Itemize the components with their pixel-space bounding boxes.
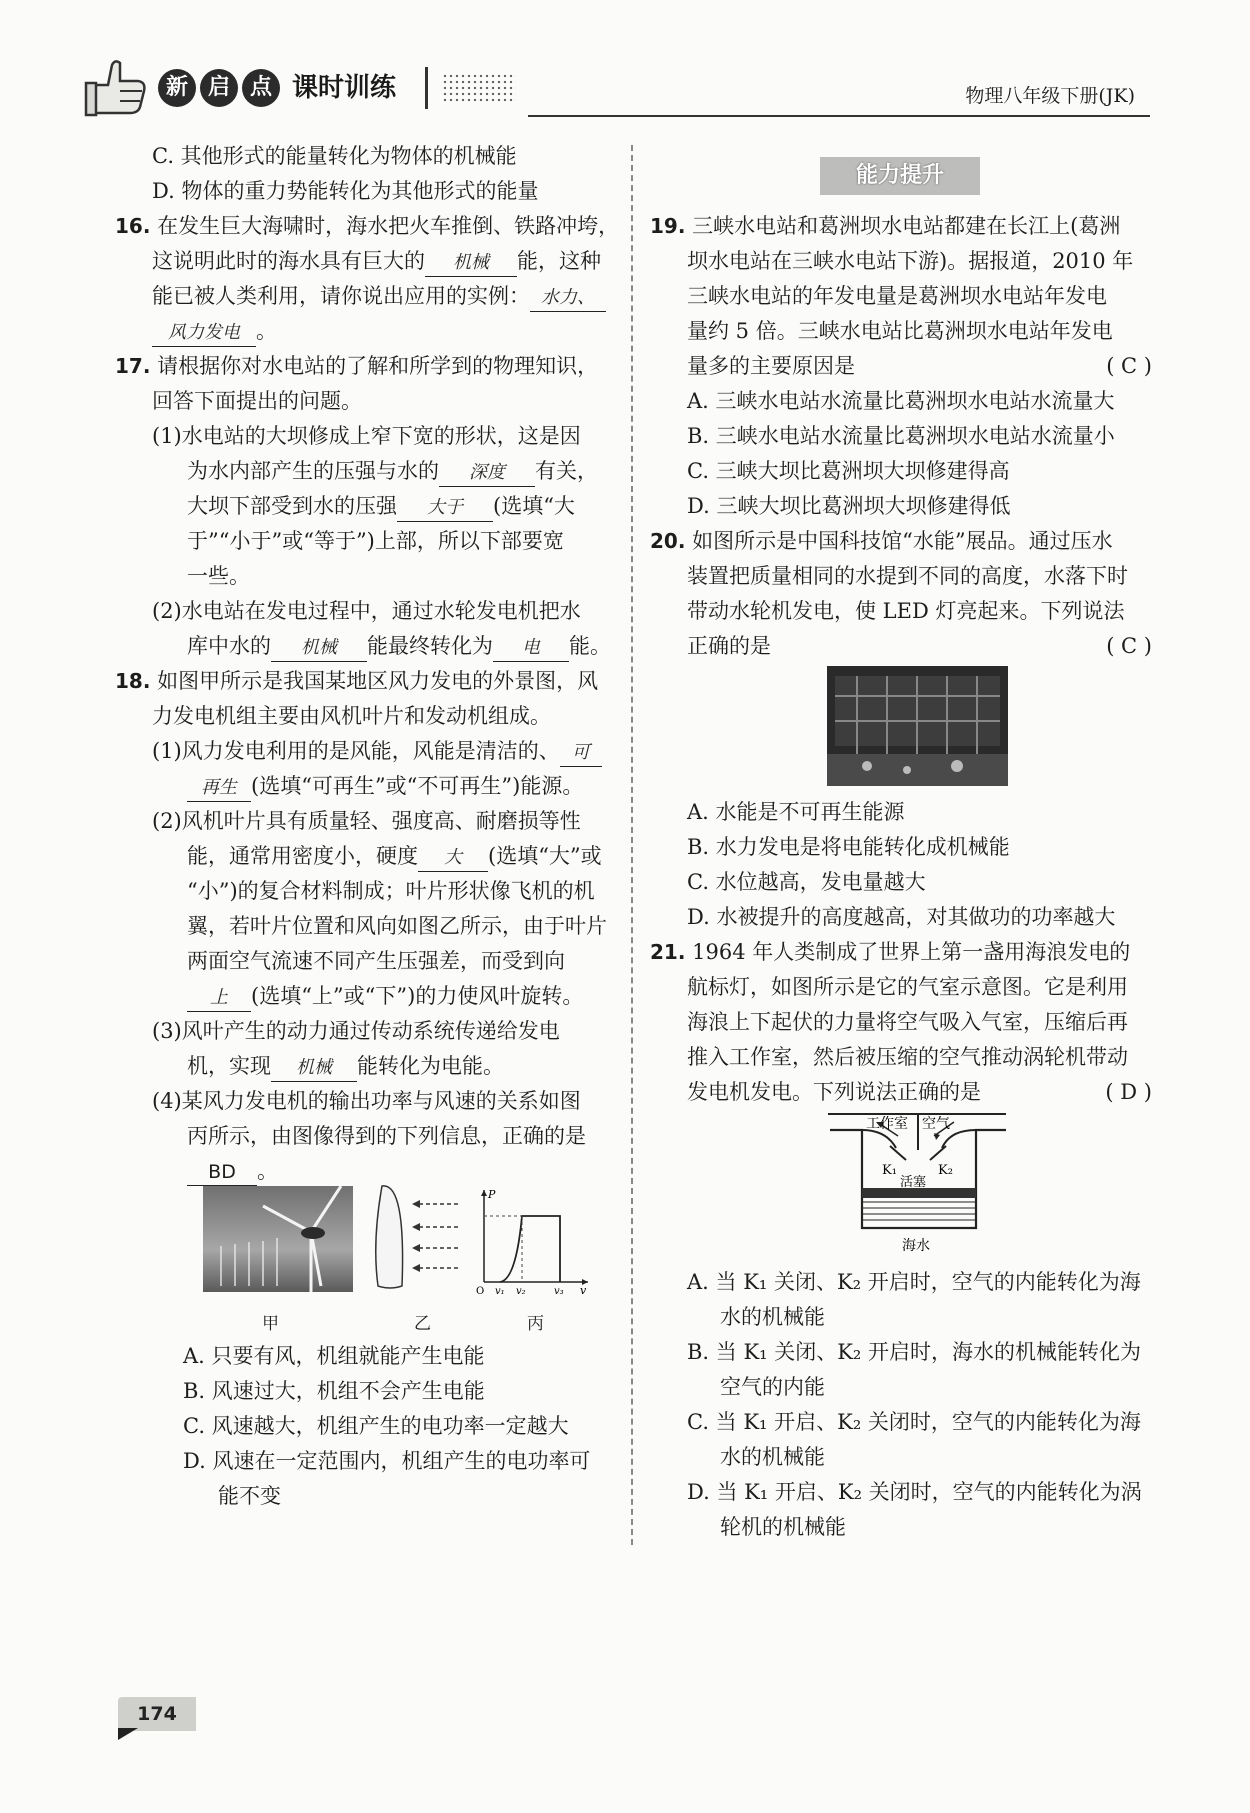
q18-answer-1a: 可 <box>560 740 602 767</box>
q19-option-d: D. 三峡大坝比葛洲坝大坝修建得低 <box>687 494 1011 518</box>
q21-option-b-cont: 空气的内能 <box>720 1375 825 1399</box>
q19-option-b: B. 三峡水电站水流量比葛洲坝水电站水流量小 <box>687 424 1115 448</box>
thumbs-up-icon <box>80 55 150 121</box>
header-dots <box>442 73 516 103</box>
q15-option-c: C. 其他形式的能量转化为物体的机械能 <box>152 144 517 168</box>
q16-answer-1: 机械 <box>425 250 517 277</box>
q21-option-c: C. 当 K₁ 开启、K₂ 关闭时，空气的内能转化为海 <box>687 1410 1141 1434</box>
air-label: 空气 <box>922 1116 950 1132</box>
q17-text-p2-2b: 能最终转化为 <box>367 634 493 658</box>
q16-number: 16. <box>115 214 151 238</box>
q21-line5: 发电机发电。下列说法正确的是 <box>687 1080 981 1104</box>
k2-label: K₂ <box>938 1163 953 1178</box>
q18-text-p3-2a: 机，实现 <box>187 1054 271 1078</box>
q19-line2: 坝水电站在三峡水电站下游)。据报道，2010 年 <box>687 249 1134 273</box>
q21-option-b: B. 当 K₁ 关闭、K₂ 开启时，海水的机械能转化为 <box>687 1340 1142 1364</box>
q19-line3: 三峡水电站的年发电量是葛洲坝水电站年发电 <box>687 284 1107 308</box>
q18-text-p2-6b: (选填“上”或“下”)的力使风叶旋转。 <box>251 984 584 1008</box>
q19-line1 <box>650 209 1120 243</box>
q17-p1-l2 <box>187 454 598 488</box>
q19-number: 19. <box>650 214 686 238</box>
q16-line1 <box>115 209 619 243</box>
page-number-tab <box>118 1697 196 1731</box>
q17-text-p1-2a: 为水内部产生的压强与水的 <box>187 459 439 483</box>
q21-line4: 推入工作室，然后被压缩的空气推动涡轮机带动 <box>687 1045 1128 1069</box>
q18-option-b: B. 风速过大，机组不会产生电能 <box>183 1379 485 1403</box>
q20-answer: ( C ) <box>1106 634 1152 658</box>
q17-text-p1-2b: 有关， <box>535 459 598 483</box>
q16-text: 在发生巨大海啸时，海水把火车推倒、铁路冲垮， <box>157 214 620 238</box>
q18-p2-l3: “小”)的复合材料制成；叶片形状像飞机的机 <box>187 879 595 903</box>
q18-p4-l3 <box>187 1154 278 1188</box>
page-number: 174 <box>137 1703 177 1725</box>
q19-text-1: 三峡水电站和葛洲坝水电站都建在长江上(葛洲 <box>692 214 1121 238</box>
q17-answer-4: 电 <box>493 635 569 662</box>
work-chamber-label: 工作室 <box>866 1116 908 1132</box>
q18-p3-l2 <box>187 1049 504 1083</box>
q18-answer-1b: 再生 <box>187 775 251 802</box>
q20-line4: 正确的是 <box>687 634 771 658</box>
q21-number: 21. <box>650 940 686 964</box>
q17-line2: 回答下面提出的问题。 <box>152 389 362 413</box>
k1-label: K₁ <box>882 1163 897 1178</box>
q17-p1-l5: 一些。 <box>187 564 250 588</box>
q17-p1-l4: 于”“小于”或“等于”)上部，所以下部要宽 <box>187 529 564 553</box>
q17-text-p1-3b: (选填“大 <box>493 494 575 518</box>
q18-answer-4: 机械 <box>271 1055 357 1082</box>
fig-label-jia: 甲 <box>262 1314 279 1334</box>
subject-label: 物理八年级下册(JK) <box>965 85 1135 107</box>
page-corner-mark <box>118 1728 138 1740</box>
q18-option-d: D. 风速在一定范围内，机组产生的电功率可 <box>183 1449 591 1473</box>
q17-p1-l3 <box>187 489 575 523</box>
header-separator <box>425 67 428 109</box>
q16-line2 <box>152 244 601 278</box>
q18-option-c: C. 风速越大，机组产生的电功率一定越大 <box>183 1414 569 1438</box>
header-rule <box>528 115 1150 117</box>
q20-option-c: C. 水位越高，发电量越大 <box>687 870 926 894</box>
q18-answer-3: 上 <box>187 985 251 1012</box>
q18-p2-l6 <box>187 979 583 1013</box>
q18-text-p3-2b: 能转化为电能。 <box>357 1054 504 1078</box>
q18-text-p1-1a: (1)风力发电利用的是风能，风能是清洁的、 <box>152 739 560 763</box>
brand-badge-2: 启 <box>200 69 238 107</box>
q19-answer: ( C ) <box>1106 354 1152 378</box>
air-chamber-diagram <box>826 1110 1011 1260</box>
q18-line1 <box>115 664 598 698</box>
q16-text-4b: 。 <box>256 319 277 343</box>
q19-option-a: A. 三峡水电站水流量比葛洲坝水电站水流量大 <box>687 389 1115 413</box>
q21-option-c-cont: 水的机械能 <box>720 1445 825 1469</box>
graph-v2-label: v₂ <box>516 1286 526 1296</box>
graph-origin-label: O <box>476 1286 485 1296</box>
q21-line2: 航标灯，如图所示是它的气室示意图。它是利用 <box>687 975 1128 999</box>
brand-badge-1: 新 <box>158 69 196 107</box>
q17-answer-1: 深度 <box>439 460 535 487</box>
q20-option-d: D. 水被提升的高度越高，对其做功的功率越大 <box>687 905 1116 929</box>
graph-v1-label: v₁ <box>495 1286 505 1296</box>
q20-option-a: A. 水能是不可再生能源 <box>687 800 905 824</box>
wind-turbine-photo <box>203 1186 353 1292</box>
q18-p4-l1: (4)某风力发电机的输出功率与风速的关系如图 <box>152 1089 581 1113</box>
brand-title: 课时训练 <box>292 73 397 103</box>
q20-text-1: 如图所示是中国科技馆“水能”展品。通过压水 <box>692 529 1113 553</box>
q18-text-p2-2b: (选填“大”或 <box>488 844 602 868</box>
q17-text-p2-2c: 能。 <box>569 634 611 658</box>
q17-text: 请根据你对水电站的了解和所学到的物理知识， <box>157 354 599 378</box>
q18-p4-l2: 丙所示，由图像得到的下列信息，正确的是 <box>187 1124 586 1148</box>
q19-option-c: C. 三峡大坝比葛洲坝大坝修建得高 <box>687 459 1010 483</box>
q20-number: 20. <box>650 529 686 553</box>
piston-label: 活塞 <box>900 1175 927 1190</box>
blade-airflow-diagram <box>372 1182 467 1292</box>
q21-option-d-cont: 轮机的机械能 <box>720 1515 846 1539</box>
water-energy-exhibit-photo <box>827 666 1008 786</box>
graph-v3-label: v₃ <box>554 1286 564 1296</box>
q18-text-p2-2a: 能，通常用密度小，硬度 <box>187 844 418 868</box>
q19-line4: 量约 5 倍。三峡水电站比葛洲坝水电站年发电 <box>687 319 1113 343</box>
fig-label-yi: 乙 <box>414 1314 431 1334</box>
q21-answer: ( D ) <box>1105 1080 1152 1104</box>
q17-answer-3: 机械 <box>271 635 367 662</box>
q20-option-b: B. 水力发电是将电能转化成机械能 <box>687 835 1010 859</box>
q17-line1 <box>115 349 598 383</box>
q18-text-p4-3b: 。 <box>257 1159 278 1183</box>
q17-number: 17. <box>115 354 151 378</box>
q17-text-p2-2a: 库中水的 <box>187 634 271 658</box>
q21-line1 <box>650 935 1130 969</box>
q16-line4 <box>152 314 277 348</box>
sea-label: 海水 <box>902 1238 930 1254</box>
q18-p1-l1 <box>152 734 602 768</box>
q15-option-d: D. 物体的重力势能转化为其他形式的能量 <box>152 179 539 203</box>
q18-text-p1-2b: (选填“可再生”或“不可再生”)能源。 <box>251 774 584 798</box>
q16-answer-2b: 风力发电 <box>152 320 256 347</box>
q17-answer-2: 大于 <box>397 495 493 522</box>
q16-line3 <box>152 279 606 313</box>
q21-option-d: D. 当 K₁ 开启、K₂ 关闭时，空气的内能转化为涡 <box>687 1480 1142 1504</box>
section-title-text: 能力提升 <box>855 163 944 188</box>
q16-answer-2a: 水力、 <box>530 285 606 312</box>
q17-p2-l2 <box>187 629 611 663</box>
q18-p2-l4: 翼，若叶片位置和风向如图乙所示，由于叶片 <box>187 914 607 938</box>
column-divider <box>631 145 633 1545</box>
section-title <box>820 157 980 195</box>
graph-v-label: v <box>580 1284 587 1296</box>
q20-line1 <box>650 524 1113 558</box>
q21-text-1: 1964 年人类制成了世界上第一盏用海浪发电的 <box>692 940 1131 964</box>
q18-answer-2: 大 <box>418 845 488 872</box>
q18-line2: 力发电机组主要由风机叶片和发动机组成。 <box>152 704 551 728</box>
fig-label-bing: 丙 <box>527 1314 544 1334</box>
q16-text-2b: 能，这种 <box>517 249 601 273</box>
power-speed-graph <box>470 1186 595 1296</box>
brand-badge-3: 点 <box>242 69 280 107</box>
q18-text: 如图甲所示是我国某地区风力发电的外景图，风 <box>157 669 599 693</box>
q17-p2-l1: (2)水电站在发电过程中，通过水轮发电机把水 <box>152 599 581 623</box>
q18-p1-l2 <box>187 769 583 803</box>
q18-p2-l1: (2)风机叶片具有质量轻、强度高、耐磨损等性 <box>152 809 581 833</box>
q17-text-p1-3a: 大坝下部受到水的压强 <box>187 494 397 518</box>
q18-number: 18. <box>115 669 151 693</box>
q18-option-d-cont: 能不变 <box>218 1484 281 1508</box>
q18-p2-l5: 两面空气流速不同产生压强差，而受到向 <box>187 949 565 973</box>
q18-p3-l1: (3)风叶产生的动力通过传动系统传递给发电 <box>152 1019 560 1043</box>
header <box>80 55 1150 125</box>
q16-text-3a: 能已被人类利用，请你说出应用的实例： <box>152 284 530 308</box>
q21-option-a-cont: 水的机械能 <box>720 1305 825 1329</box>
q20-line3: 带动水轮机发电，使 LED 灯亮起来。下列说法 <box>687 599 1125 623</box>
q19-line5: 量多的主要原因是 <box>687 354 855 378</box>
q21-option-a: A. 当 K₁ 关闭、K₂ 开启时，空气的内能转化为海 <box>687 1270 1141 1294</box>
q20-line2: 装置把质量相同的水提到不同的高度，水落下时 <box>687 564 1128 588</box>
q21-line3: 海浪上下起伏的力量将空气吸入气室，压缩后再 <box>687 1010 1128 1034</box>
q16-text-2a: 这说明此时的海水具有巨大的 <box>152 249 425 273</box>
q17-p1-l1: (1)水电站的大坝修成上窄下宽的形状，这是因 <box>152 424 581 448</box>
q18-option-a: A. 只要有风，机组就能产生电能 <box>183 1344 485 1368</box>
graph-p-label: P <box>488 1188 496 1201</box>
q18-p2-l2 <box>187 839 602 873</box>
q18-answer-5: BD <box>187 1159 257 1186</box>
